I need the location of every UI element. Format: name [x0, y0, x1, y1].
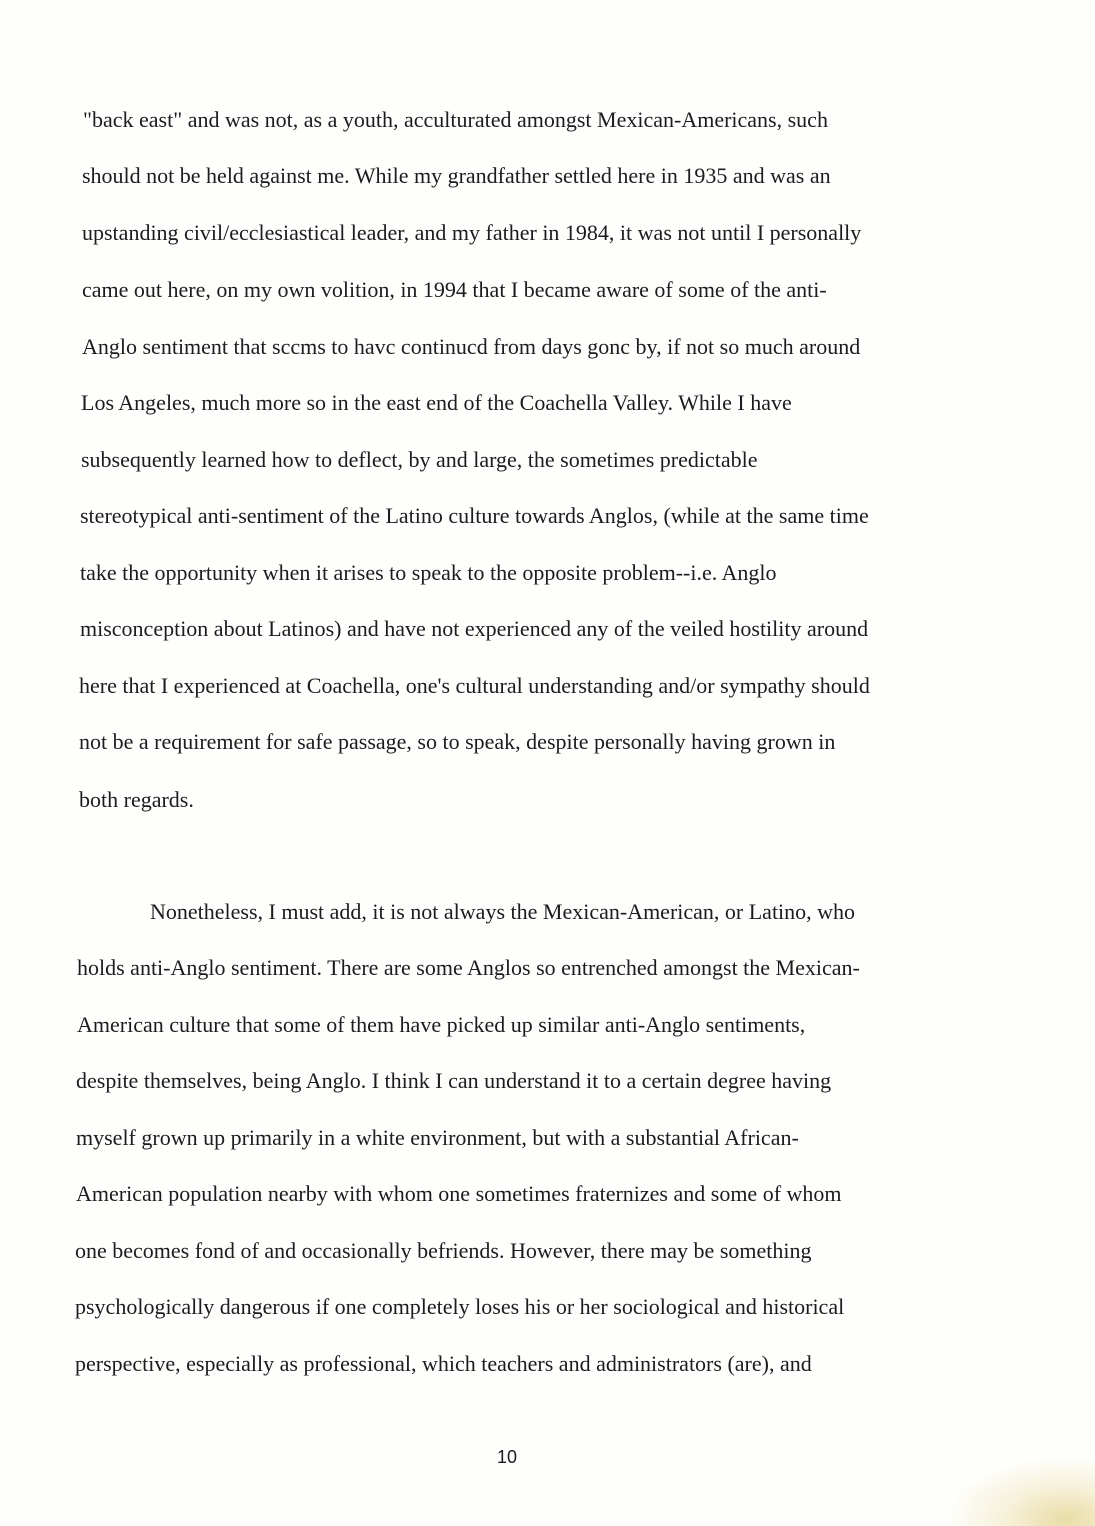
text-line-20: one becomes fond of and occasionally befriends. However, there may be something: [75, 1238, 812, 1263]
text-line-17: despite themselves, being Anglo. I think I can understand it to a certain degree having: [76, 1068, 832, 1093]
text-line-6: Los Angeles, much more so in the east end of the Coachella Valley. While I have: [81, 390, 792, 415]
text-line-12: not be a requirement for safe passage, so to speak, despite personally having grown in: [79, 729, 836, 754]
text-line-10: misconception about Latinos) and have not experienced any of the veiled hostility around: [80, 616, 869, 641]
text-line-19: American population nearby with whom one sometimes fraternizes and some of whom: [76, 1181, 842, 1206]
text-line-3: upstanding civil/ecclesiastical leader, and my father in 1984, it was not until I personally: [82, 220, 862, 245]
text-line-22: perspective, especially as professional, which teachers and administrators (are), and: [75, 1351, 812, 1376]
text-line-1: "back east" and was not, as a youth, acculturated amongst Mexican-Americans, such: [83, 107, 828, 132]
text-line-14: Nonetheless, I must add, it is not always the Mexican-American, or Latino, who: [150, 899, 856, 924]
text-line-18: myself grown up primarily in a white environment, but with a substantial African-: [76, 1125, 799, 1150]
text-line-15: holds anti-Anglo sentiment. There are some Anglos so entrenched amongst the Mexican-: [77, 955, 860, 980]
text-line-8: stereotypical anti-sentiment of the Latino culture towards Anglos, (while at the same time: [80, 503, 869, 528]
text-line-4: came out here, on my own volition, in 1994 that I became aware of some of the anti-: [82, 277, 827, 302]
text-line-5: Anglo sentiment that sccms to havc continucd from days gonc by, if not so much around: [82, 334, 861, 359]
text-line-11: here that I experienced at Coachella, one's cultural understanding and/or sympathy should: [79, 673, 870, 698]
paper-stain: [945, 1456, 1095, 1526]
text-line-21: psychologically dangerous if one completely loses his or her sociological and historical: [75, 1294, 845, 1319]
text-line-16: American culture that some of them have picked up similar anti-Anglo sentiments,: [77, 1012, 806, 1037]
text-line-13: both regards.: [79, 787, 194, 812]
page-number: 10: [497, 1447, 518, 1467]
text-line-7: subsequently learned how to deflect, by and large, the sometimes predictable: [81, 447, 758, 472]
text-line-9: take the opportunity when it arises to speak to the opposite problem--i.e. Anglo: [80, 560, 777, 585]
text-line-2: should not be held against me. While my grandfather settled here in 1935 and was an: [82, 163, 831, 188]
